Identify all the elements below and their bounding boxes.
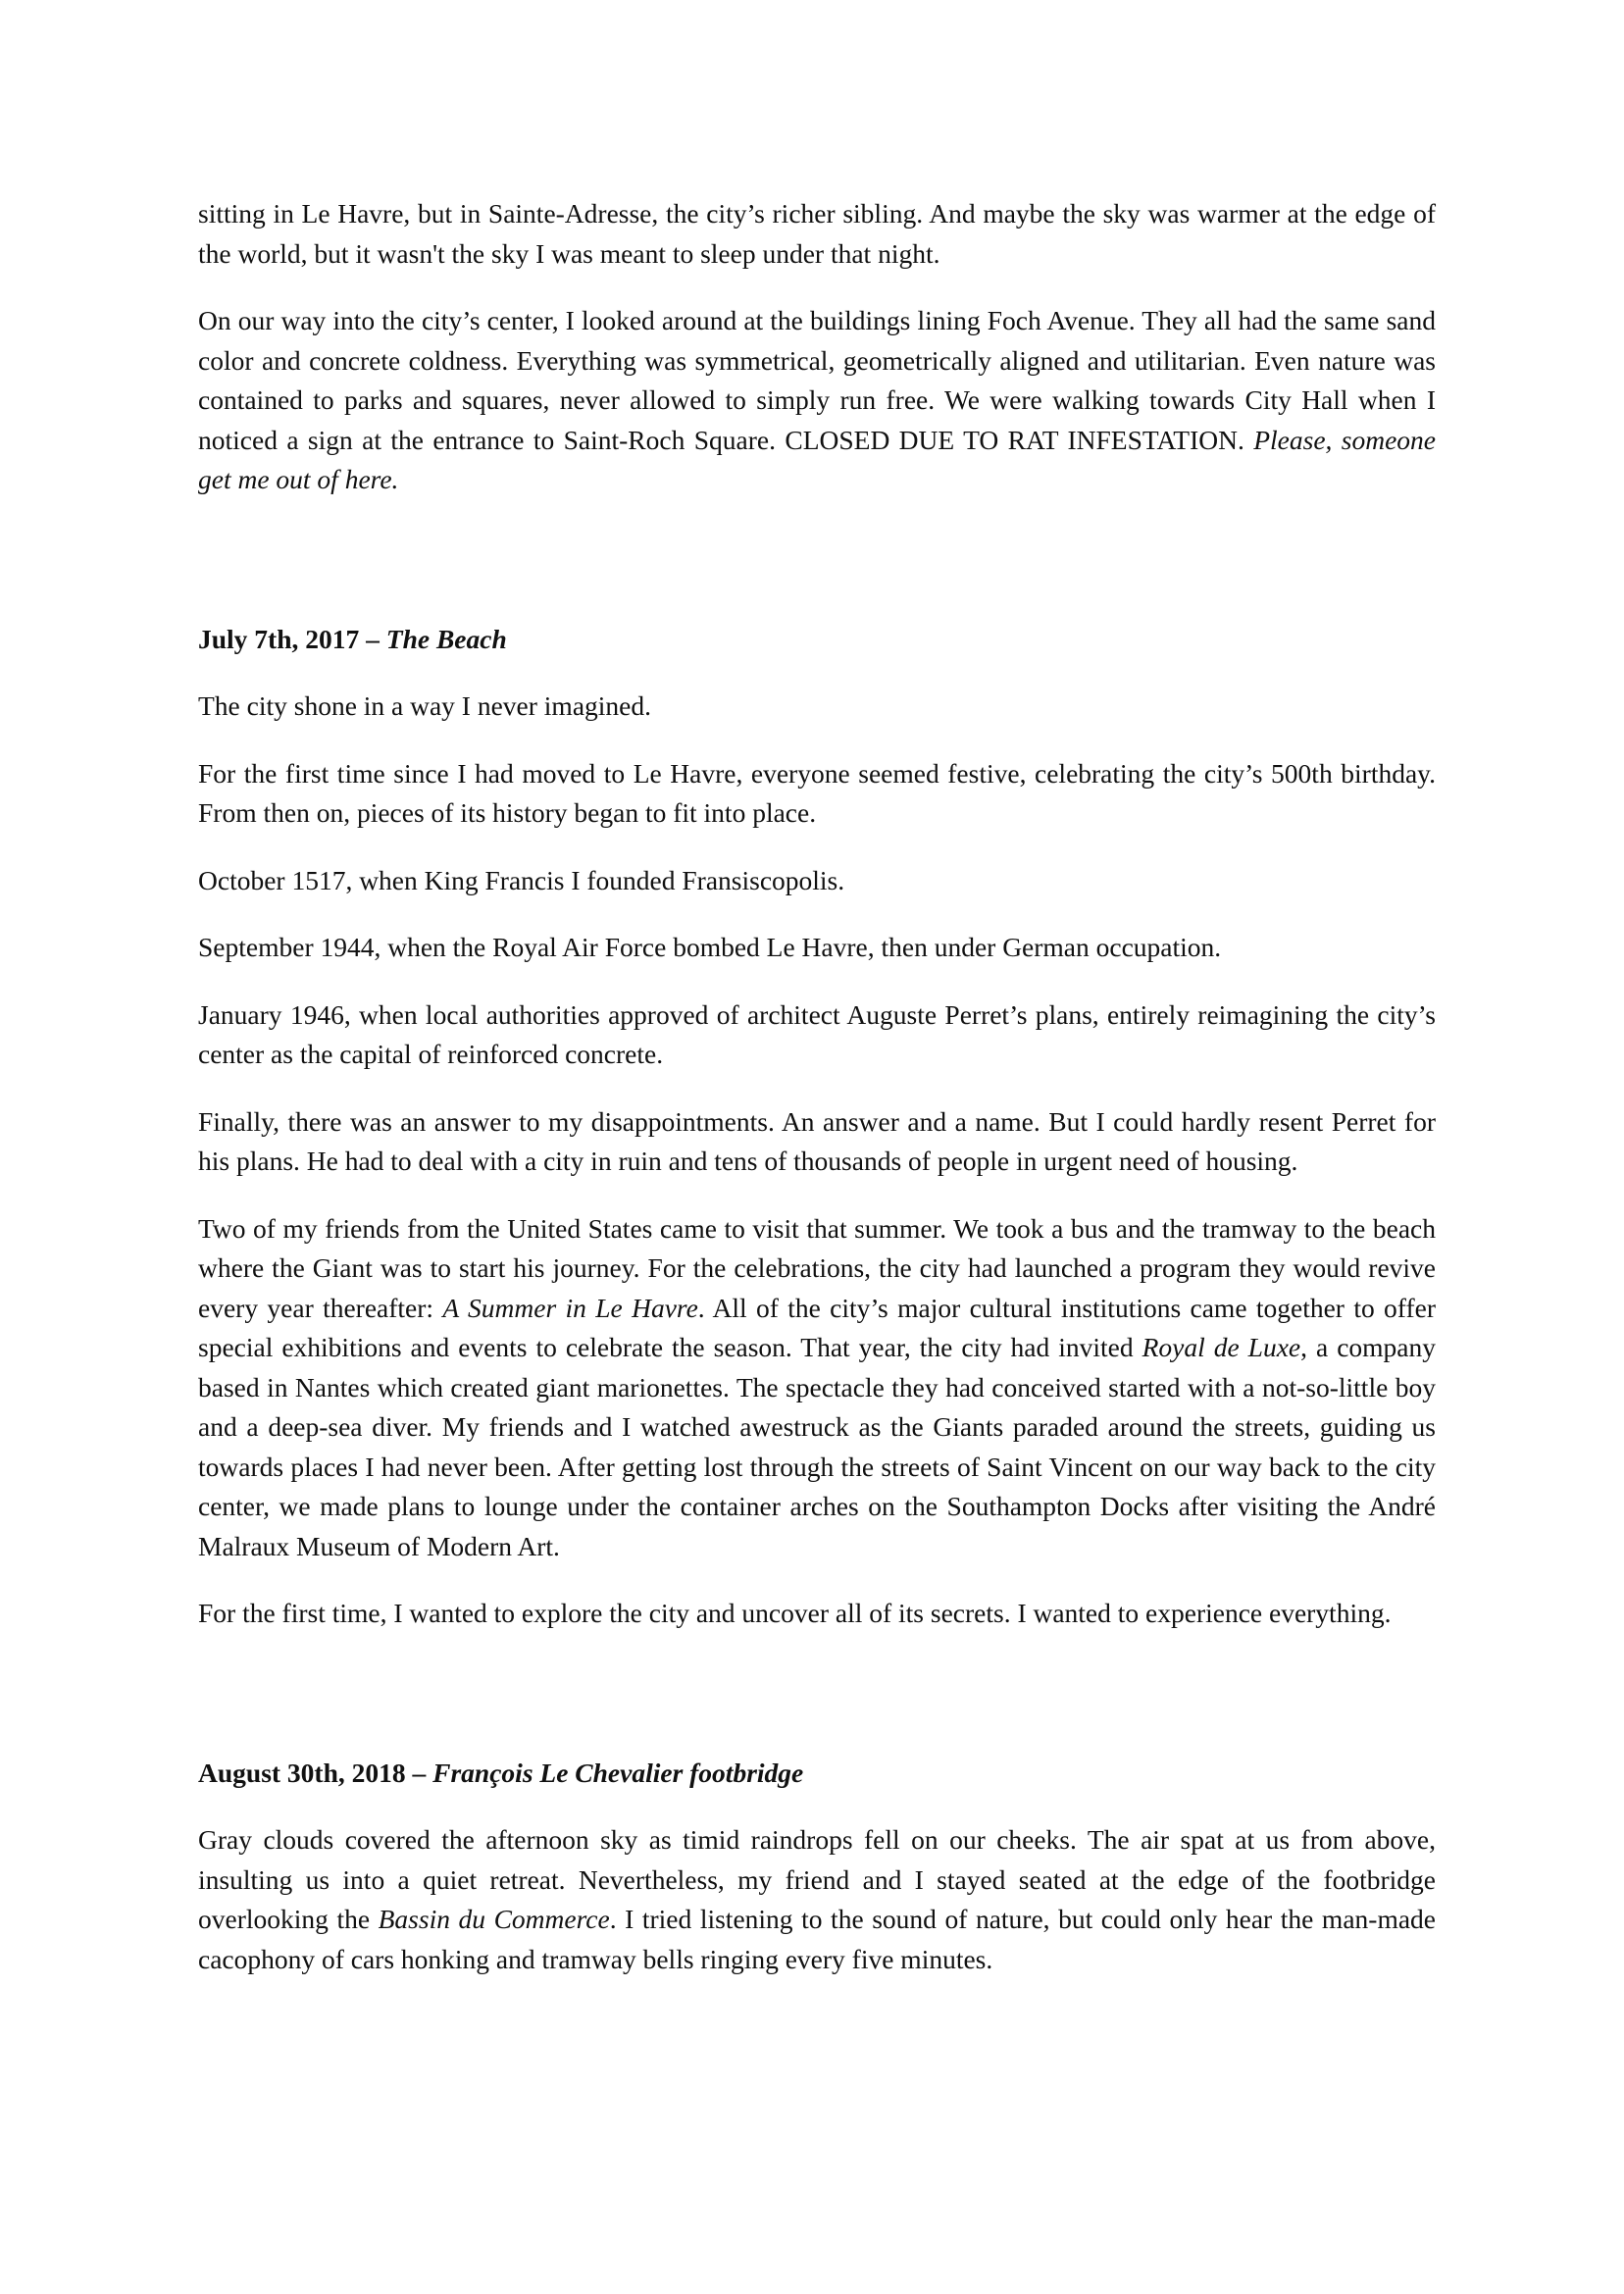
document-page [198,194,1436,2007]
heading-date: July 7th, 2017 – [198,623,386,654]
paragraph-text: October 1517, when King Francis I founded Fransiscopolis. [198,864,845,895]
paragraph-text: . All of the city’s major cultural institutions came together to offer special exhibitions and events to celebrate the season. That year, the city had invited [198,1292,1436,1362]
paragraph-text: January 1946, when local authorities approved of architect Auguste Perret’s plans, entirely reimagining the city’s center as the capital of reinforced concrete. [198,998,1436,1069]
paragraph-text: Finally, there was an answer to my disappointments. An answer and a name. But I could hardly resent Perret for his plans. He had to deal with a city in ruin and tens of thousands of people in urgent need of housing. [198,1105,1436,1176]
paragraph-text: . I tried listening to the sound of nature, but could only hear the man-made cacophony of cars honking and tramway bells ringing every five minutes. [198,1904,1436,1974]
paragraph-october-1517 [198,861,1436,901]
heading-place: The Beach [385,623,507,654]
paragraph-text: For the first time, I wanted to explore the city and uncover all of its secrets. I wanted to experience everything. [198,1598,1392,1628]
section-spacer [198,1661,1436,1754]
paragraph-text: For the first time since I had moved to Le Havre, everyone seemed festive, celebrating the city’s 500th birthday. From then on, pieces of its history began to fit into place. [198,757,1436,828]
paragraph-city-shone [198,687,1436,727]
heading-place: François Le Chevalier footbridge [432,1757,804,1788]
section-heading-beach [198,620,1436,660]
paragraph-september-1944 [198,928,1436,968]
paragraph-text: The city shone in a way I never imagined. [198,690,651,721]
paragraph-text: , a company based in Nantes which created giant marionettes. The spectacle they had conceived started with a not-so-little boy and a deep-sea diver. My friends and I watched awestruck as the Giants paraded around the streets, guiding us towards places I had never been. After getting lost through the streets of Saint Vincent on our way back to the city center, we made plans to lounge under the container arches on the Southampton Docks after visiting the André Malraux Museum of Modern Art. [198,1332,1436,1561]
paragraph-italic-summer: A Summer in Le Havre [442,1292,698,1323]
paragraph-text: September 1944, when the Royal Air Force bombed Le Havre, then under German occupation. [198,932,1222,962]
paragraph-italic-royal-de-luxe: Royal de Luxe [1142,1332,1301,1362]
section-heading-footbridge [198,1754,1436,1794]
paragraph-perret [198,1102,1436,1182]
paragraph-foch-avenue-text: On our way into the city’s center, I looked around at the buildings lining Foch Avenue. They all had the same sand color and concrete coldness. Everything was symmetrical, geometrically aligned and utilitarian. Even nature was contained to parks and squares, never allowed to simply run free. We were walking towards City Hall when I noticed a sign at the entrance to Saint-Roch Square. CLOSED DUE TO RAT INFESTATION. [198,305,1436,455]
paragraph-text: Two of my friends from the United States came to visit that summer. We took a bus and the tramway to the beach where the Giant was to start his journey. For the celebrations, the city had launched a program they would revive every year thereafter: [198,1212,1436,1323]
section-spacer [198,528,1436,620]
paragraph-foch-avenue [198,301,1436,500]
paragraph-friends-visit [198,1209,1436,1567]
paragraph-500th-birthday [198,754,1436,834]
paragraph-explore [198,1594,1436,1634]
paragraph-gray-clouds [198,1820,1436,1979]
paragraph-january-1946 [198,995,1436,1075]
paragraph-foch-avenue-italic: Please, someone get me out of here. [198,424,1437,494]
paragraph-intro [198,194,1436,274]
paragraph-italic-bassin: Bassin du Commerce [378,1904,610,1934]
heading-date: August 30th, 2018 – [198,1757,433,1788]
paragraph-text: Gray clouds covered the afternoon sky as timid raindrops fell on our cheeks. The air spat at us from above, insulting us into a quiet retreat. Nevertheless, my friend and I stayed seated at the edge of the footbridge overlooking the [198,1824,1436,1934]
paragraph-intro-text: sitting in Le Havre, but in Sainte-Adresse, the city’s richer sibling. And maybe the sky was warmer at the edge of the world, but it wasn't the sky I was meant to sleep under that night. [198,198,1436,269]
